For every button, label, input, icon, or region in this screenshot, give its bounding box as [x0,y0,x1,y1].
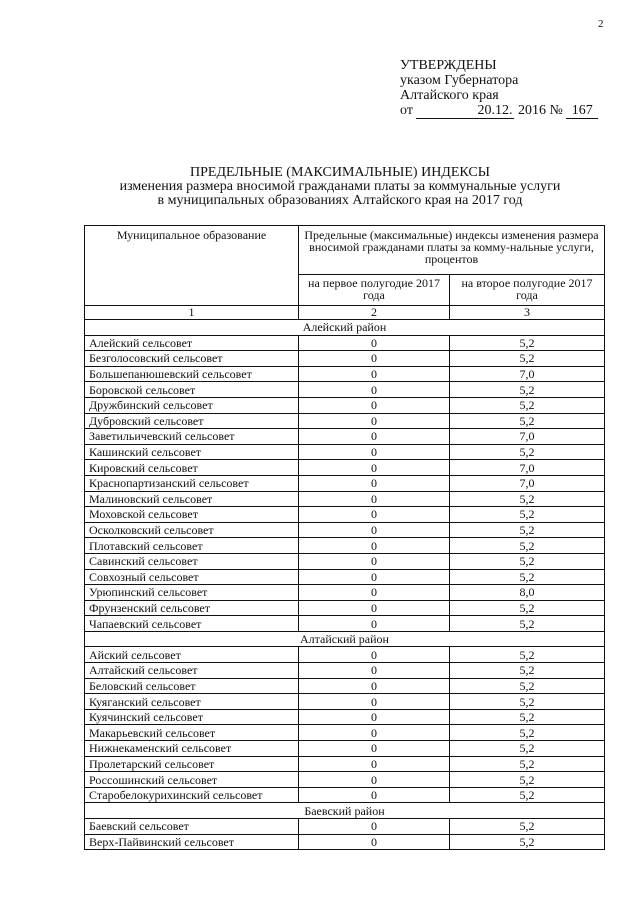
municipality-name: Дубровский сельсовет [85,413,299,429]
table-row [85,491,605,507]
table-row [85,741,605,757]
second-half-index: 5,2 [450,725,605,741]
second-half-index: 5,2 [450,444,605,460]
approval-date-line [400,103,598,119]
table-row [85,600,605,616]
first-half-index: 0 [299,787,450,803]
header-first-half: на первое полугодие 2017 года [299,275,450,306]
second-half-index: 5,2 [450,663,605,679]
municipality-name: Россошинский сельсовет [85,772,299,788]
second-half-index: 5,2 [450,413,605,429]
first-half-index: 0 [299,741,450,757]
second-half-index: 5,2 [450,351,605,367]
table-row [85,756,605,772]
first-half-index: 0 [299,335,450,351]
municipality-name: Беловский сельсовет [85,678,299,694]
first-half-index: 0 [299,585,450,601]
table-row [85,460,605,476]
municipality-name: Пролетарский сельсовет [85,756,299,772]
second-half-index: 5,2 [450,694,605,710]
approval-authority: указом Губернатора [400,73,519,88]
second-half-index: 5,2 [450,756,605,772]
table-row [85,429,605,445]
second-half-index: 5,2 [450,709,605,725]
municipality-name: Старобелокурихинский сельсовет [85,787,299,803]
table-row [85,522,605,538]
table-row [85,507,605,523]
municipality-name: Алтайский сельсовет [85,663,299,679]
second-half-index: 5,2 [450,538,605,554]
second-half-index: 5,2 [450,834,605,850]
second-half-index: 5,2 [450,772,605,788]
header-indices: Предельные (максимальные) индексы изменения размера вносимой гражданами платы за комму-нальные услуги, процентов [299,226,605,275]
second-half-index: 7,0 [450,460,605,476]
first-half-index: 0 [299,709,450,725]
header-municipality: Муниципальное образование [85,226,299,306]
first-half-index: 0 [299,725,450,741]
municipality-name: Баевский сельсовет [85,819,299,835]
second-half-index: 5,2 [450,382,605,398]
first-half-index: 0 [299,663,450,679]
district-name: Алтайский район [85,631,605,647]
second-half-index: 5,2 [450,491,605,507]
municipality-name: Нижнекаменский сельсовет [85,741,299,757]
first-half-index: 0 [299,569,450,585]
second-half-index: 5,2 [450,507,605,523]
municipality-name: Моховской сельсовет [85,507,299,523]
table-row [85,444,605,460]
table-row [85,335,605,351]
table-row [85,569,605,585]
table-row [85,538,605,554]
municipality-name: Заветильичевский сельсовет [85,429,299,445]
title-line-1: ПРЕДЕЛЬНЫЕ (МАКСИМАЛЬНЫЕ) ИНДЕКСЫ [190,165,490,180]
municipality-name: Алейский сельсовет [85,335,299,351]
first-half-index: 0 [299,366,450,382]
district-row [85,631,605,647]
table-row [85,834,605,850]
table-row [85,725,605,741]
second-half-index: 5,2 [450,647,605,663]
table-row [85,663,605,679]
first-half-index: 0 [299,491,450,507]
district-name: Баевский район [85,803,605,819]
table-row [85,694,605,710]
district-row [85,803,605,819]
first-half-index: 0 [299,382,450,398]
table-row [85,647,605,663]
approval-number: 167 [566,104,598,119]
header-second-half: на второе полугодие 2017 года [450,275,605,306]
municipality-name: Плотавский сельсовет [85,538,299,554]
first-half-index: 0 [299,772,450,788]
second-half-index: 5,2 [450,335,605,351]
first-half-index: 0 [299,351,450,367]
first-half-index: 0 [299,553,450,569]
first-half-index: 0 [299,460,450,476]
first-half-index: 0 [299,475,450,491]
second-half-index: 5,2 [450,397,605,413]
approval-block [400,58,598,119]
first-half-index: 0 [299,756,450,772]
second-half-index: 5,2 [450,819,605,835]
municipality-name: Урюпинский сельсовет [85,585,299,601]
second-half-index: 5,2 [450,678,605,694]
first-half-index: 0 [299,616,450,632]
second-half-index: 5,2 [450,522,605,538]
municipality-name: Макарьевский сельсовет [85,725,299,741]
first-half-index: 0 [299,429,450,445]
municipality-name: Верх-Пайвинский сельсовет [85,834,299,850]
table-row [85,366,605,382]
first-half-index: 0 [299,819,450,835]
header-num-3: 3 [450,306,605,320]
municipality-name: Боровской сельсовет [85,382,299,398]
document-title [60,166,620,208]
page-number: 2 [598,18,604,30]
first-half-index: 0 [299,522,450,538]
first-half-index: 0 [299,600,450,616]
first-half-index: 0 [299,413,450,429]
municipality-name: Чапаевский сельсовет [85,616,299,632]
first-half-index: 0 [299,647,450,663]
municipality-name: Куячинский сельсовет [85,709,299,725]
table-row [85,351,605,367]
header-num-1: 1 [85,306,299,320]
table-row [85,819,605,835]
municipality-name: Малиновский сельсовет [85,491,299,507]
table-row [85,585,605,601]
table-row [85,382,605,398]
municipality-name: Савинский сельсовет [85,553,299,569]
first-half-index: 0 [299,397,450,413]
approval-title: УТВЕРЖДЕНЫ [400,58,497,73]
first-half-index: 0 [299,538,450,554]
table-row [85,553,605,569]
first-half-index: 0 [299,834,450,850]
approval-date: 20.12. [416,104,514,119]
table-body [85,320,605,850]
first-half-index: 0 [299,444,450,460]
table-row [85,413,605,429]
second-half-index: 5,2 [450,741,605,757]
second-half-index: 5,2 [450,569,605,585]
second-half-index: 7,0 [450,475,605,491]
table-row [85,678,605,694]
table-row [85,475,605,491]
municipality-name: Фрунзенский сельсовет [85,600,299,616]
indices-table [84,225,605,850]
municipality-name: Безголосовский сельсовет [85,351,299,367]
municipality-name: Кашинский сельсовет [85,444,299,460]
second-half-index: 5,2 [450,600,605,616]
municipality-name: Осколковский сельсовет [85,522,299,538]
second-half-index: 5,2 [450,616,605,632]
municipality-name: Краснопартизанский сельсовет [85,475,299,491]
approval-region: Алтайского края [400,88,499,103]
second-half-index: 8,0 [450,585,605,601]
first-half-index: 0 [299,694,450,710]
table-row [85,397,605,413]
title-line-2: изменения размера вносимой гражданами платы за коммунальные услуги [119,179,561,194]
second-half-index: 7,0 [450,366,605,382]
municipality-name: Куяганский сельсовет [85,694,299,710]
approval-year: 2016 № [517,103,563,118]
municipality-name: Кировский сельсовет [85,460,299,476]
table-row [85,772,605,788]
second-half-index: 7,0 [450,429,605,445]
second-half-index: 5,2 [450,553,605,569]
first-half-index: 0 [299,507,450,523]
municipality-name: Айский сельсовет [85,647,299,663]
approval-date-prefix: от [400,103,413,118]
municipality-name: Дружбинский сельсовет [85,397,299,413]
municipality-name: Большепанюшевский сельсовет [85,366,299,382]
table-row [85,787,605,803]
table-row [85,616,605,632]
header-num-2: 2 [299,306,450,320]
first-half-index: 0 [299,678,450,694]
second-half-index: 5,2 [450,787,605,803]
table-row [85,709,605,725]
title-line-3: в муниципальных образованиях Алтайского края на 2017 год [157,193,523,208]
district-name: Алейский район [85,320,605,336]
district-row [85,320,605,336]
municipality-name: Совхозный сельсовет [85,569,299,585]
